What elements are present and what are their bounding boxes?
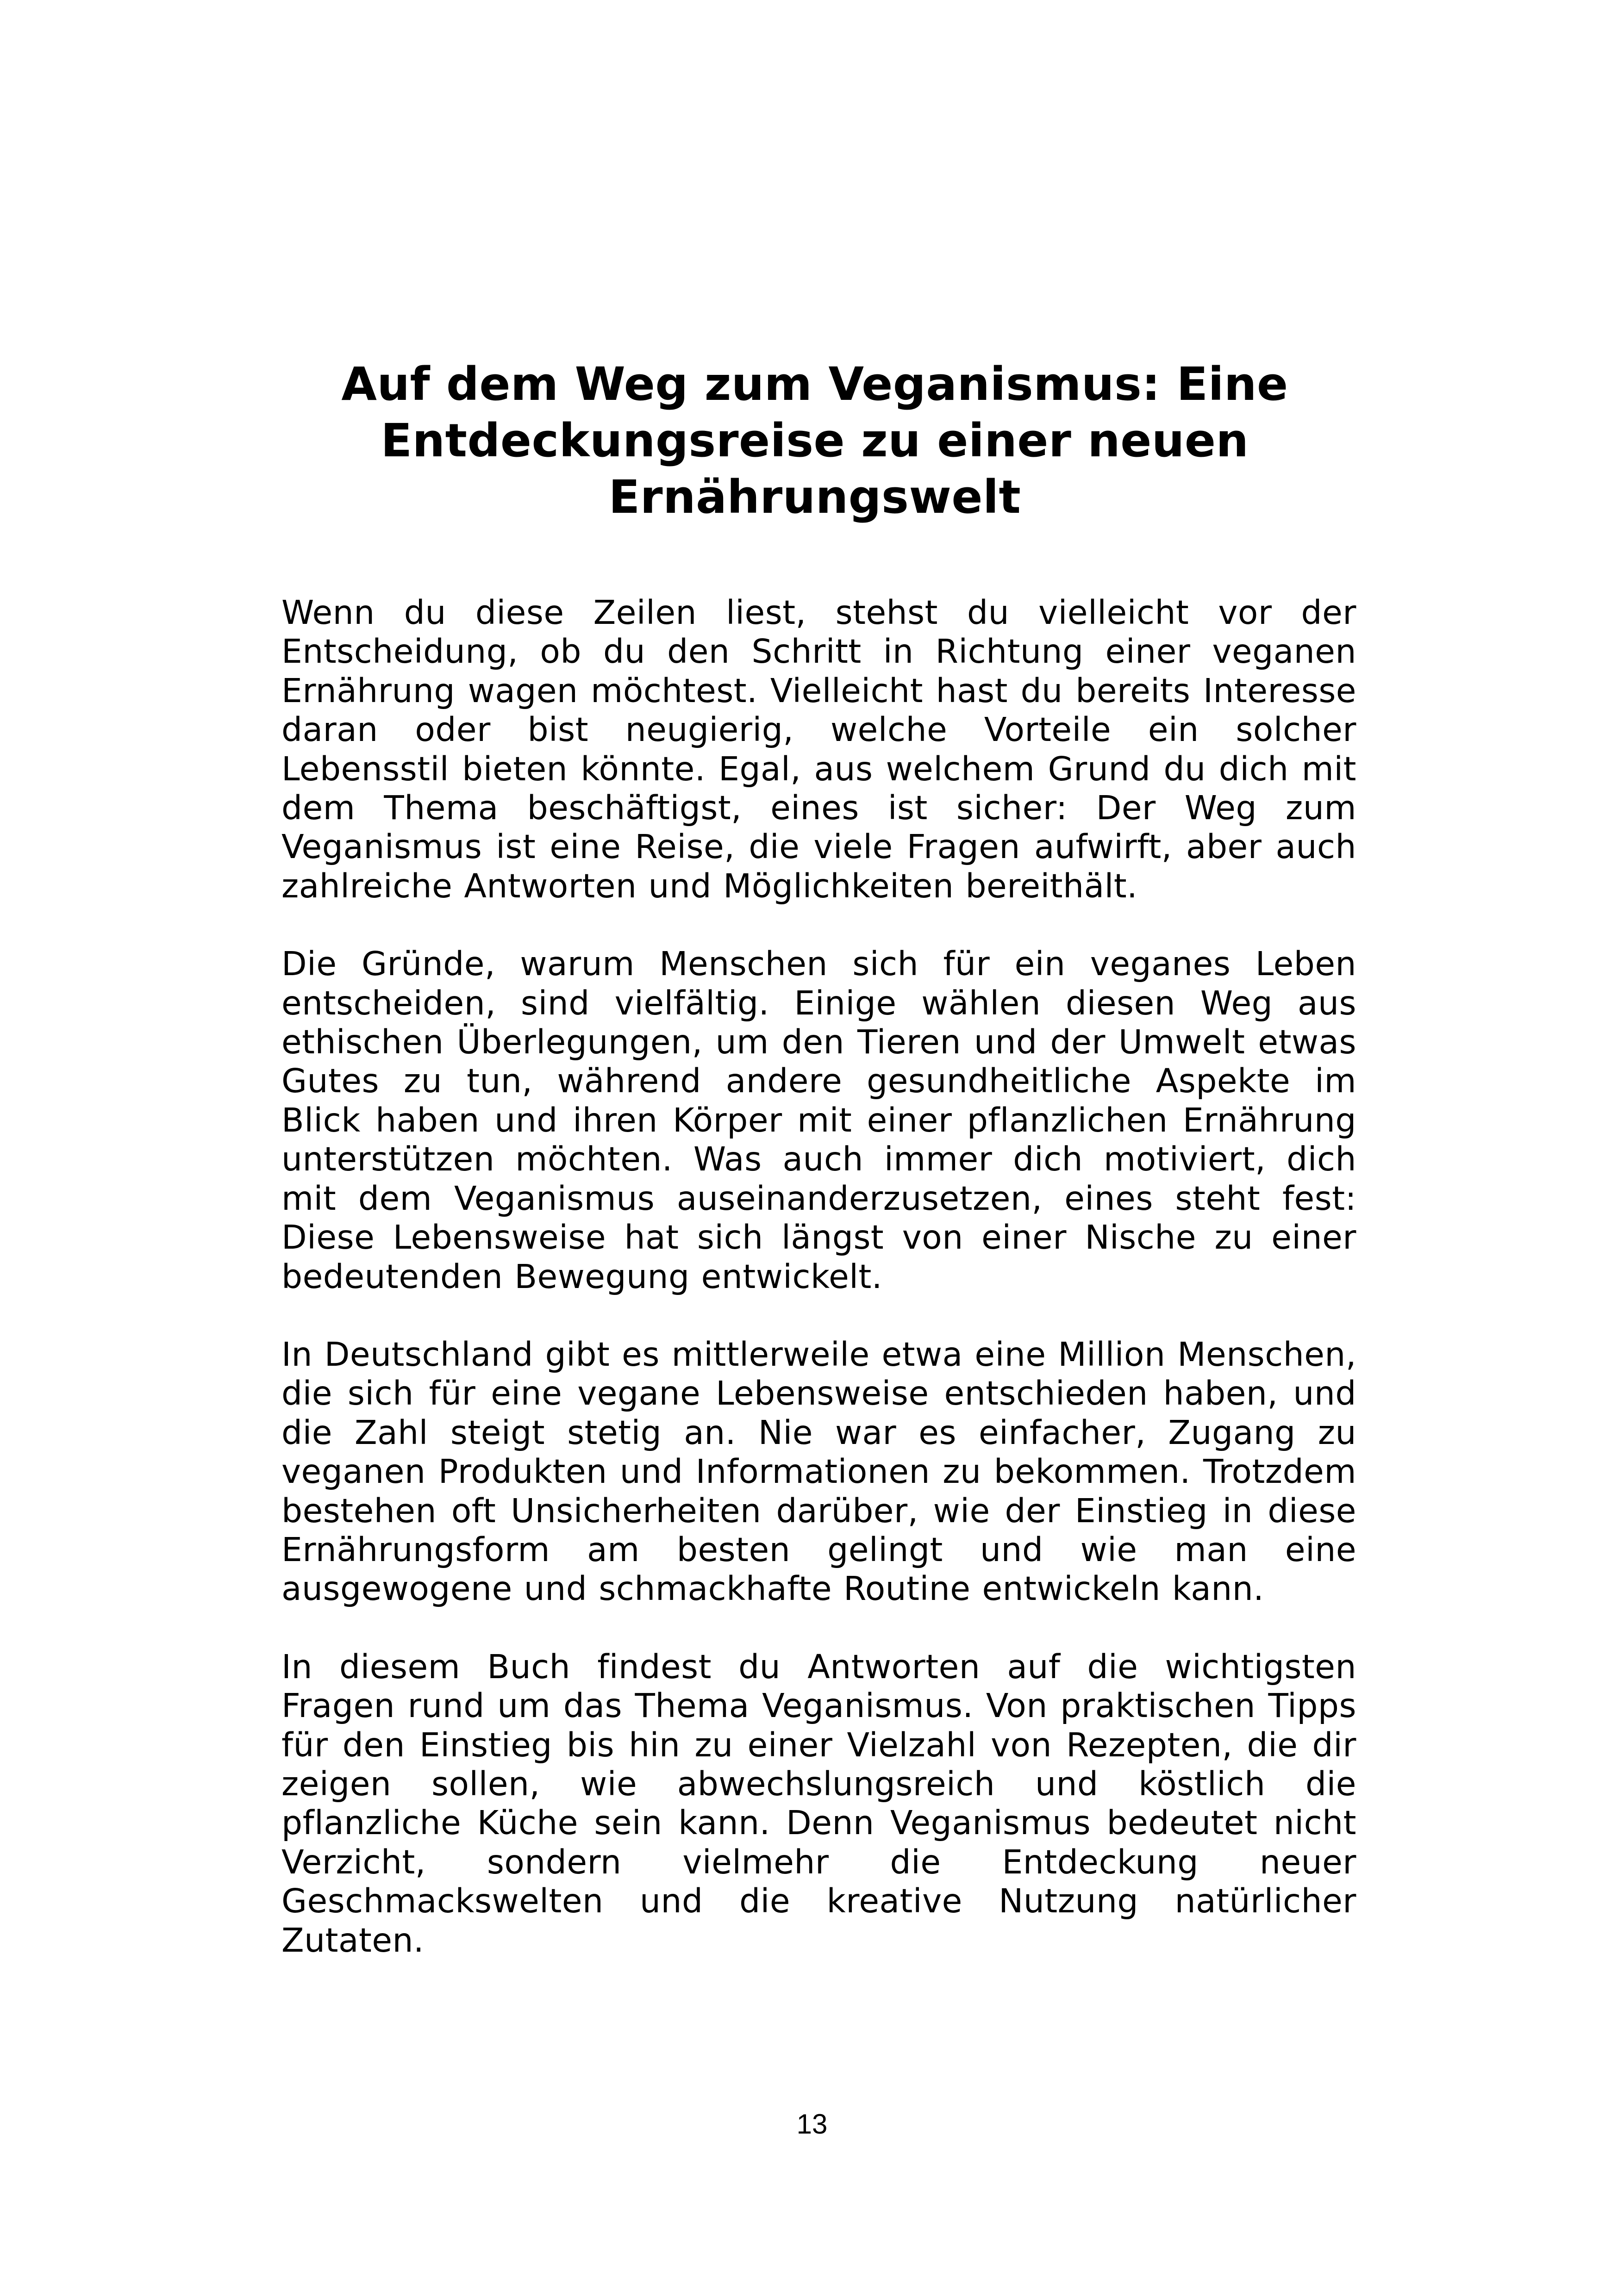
chapter-title-line: Ernährungswelt	[608, 471, 1021, 524]
paragraph: In diesem Buch findest du Antworten auf die wichtigsten Fragen rund um das Thema Veganismus. Von praktischen Tipps für den Einstieg bis hin zu einer Vielzahl von Rezepten, die dir zeigen sollen, wie abwechslungsreich und köstlich die pflanzliche Küche sein kann. Denn Veganismus bedeutet nicht Verzicht, sondern vielmehr die Entdeckung neuer Geschmackswelten und die kreative Nutzung natürlicher Zutaten.	[281, 1647, 1356, 1960]
chapter-title	[259, 356, 1370, 526]
page-number: 13	[796, 2109, 828, 2140]
paragraph: Wenn du diese Zeilen liest, stehst du vielleicht vor der Entscheidung, ob du den Schritt in Richtung einer veganen Ernährung wagen möchtest. Vielleicht hast du bereits Interesse daran oder bist neugierig, welche Vorteile ein solcher Lebensstil bieten könnte. Egal, aus welchem Grund du dich mit dem Thema beschäftigst, eines ist sicher: Der Weg zum Veganismus ist eine Reise, die viele Fragen aufwirft, aber auch zahlreiche Antworten und Möglichkeiten bereithält.	[281, 593, 1356, 905]
body-text	[281, 593, 1356, 1960]
chapter-title-line: Auf dem Weg zum Veganismus: Eine	[341, 358, 1288, 411]
chapter-title-line: Entdeckungsreise zu einer neuen	[381, 414, 1249, 467]
paragraph: Die Gründe, warum Menschen sich für ein veganes Leben entscheiden, sind vielfältig. Einige wählen diesen Weg aus ethischen Überlegungen, um den Tieren und der Umwelt etwas Gutes zu tun, während andere gesundheitliche Aspekte im Blick haben und ihren Körper mit einer pflanzlichen Ernährung unterstützen möchten. Was auch immer dich motiviert, dich mit dem Veganismus auseinanderzusetzen, eines steht fest: Diese Lebensweise hat sich längst von einer Nische zu einer bedeutenden Bewegung entwickelt.	[281, 945, 1356, 1296]
paragraph: In Deutschland gibt es mittlerweile etwa eine Million Menschen, die sich für eine vegane Lebensweise entschieden haben, und die Zahl steigt stetig an. Nie war es einfacher, Zugang zu veganen Produkten und Informationen zu bekommen. Trotzdem bestehen oft Unsicherheiten darüber, wie der Einstieg in diese Ernährungsform am besten gelingt und wie man eine ausgewogene und schmackhafte Routine entwickeln kann.	[281, 1335, 1356, 1608]
